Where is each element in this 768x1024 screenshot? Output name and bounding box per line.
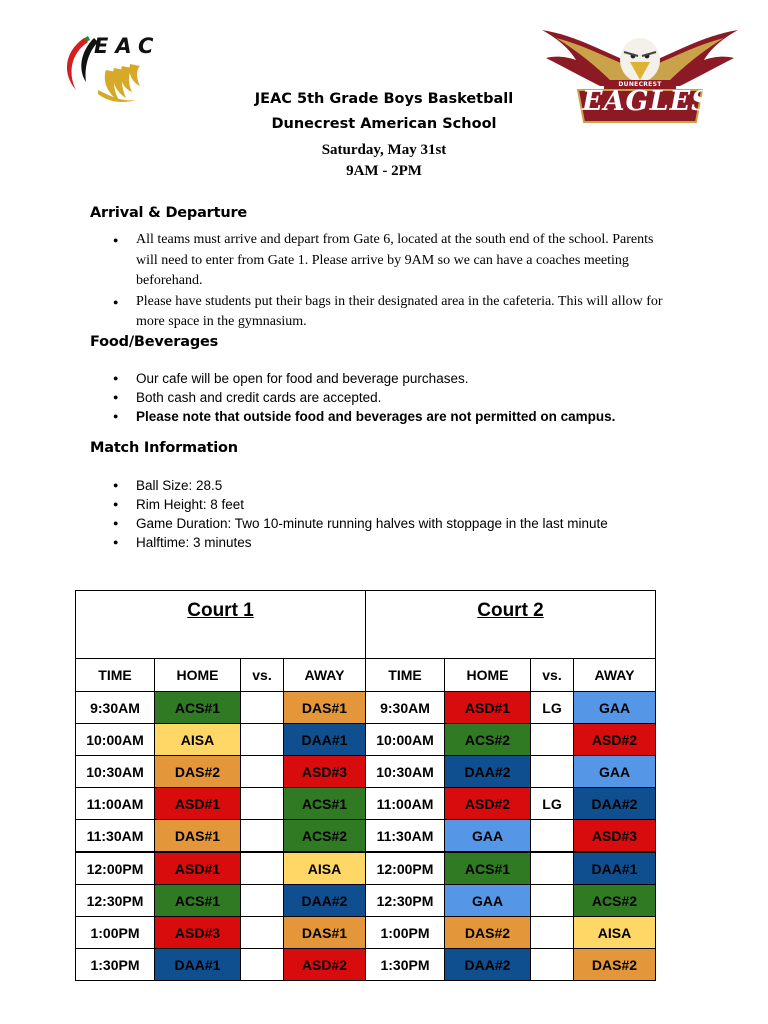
list-item: ● Game Duration: Two 10-minute running halves with stoppage in the last minute [113, 516, 608, 531]
vs-cell [531, 917, 574, 949]
court1-header [76, 591, 366, 659]
vs-cell: LG [531, 692, 574, 724]
vs-cell [531, 852, 574, 885]
time-cell: 9:30AM [366, 692, 445, 724]
list-item: ● Both cash and credit cards are accepted. [113, 390, 382, 405]
column-header: AWAY [284, 659, 366, 692]
bullet-icon: ● [113, 296, 119, 307]
bullet-icon: ● [113, 411, 119, 421]
bullet-icon: ● [113, 480, 119, 490]
away-team-cell: DAA#2 [284, 885, 366, 917]
column-header: vs. [241, 659, 284, 692]
time-cell: 11:30AM [366, 820, 445, 853]
away-team-cell: DAA#2 [574, 788, 656, 820]
food-heading: Food/Beverages [90, 334, 219, 350]
time-cell: 1:30PM [366, 949, 445, 981]
column-header: TIME [76, 659, 155, 692]
home-team-cell: DAA#1 [155, 949, 241, 981]
home-team-cell: ACS#2 [445, 724, 531, 756]
column-header: HOME [445, 659, 531, 692]
list-item: ● Halftime: 3 minutes [113, 535, 252, 550]
time-cell: 1:00PM [366, 917, 445, 949]
vs-cell [241, 949, 284, 981]
home-team-cell: ASD#1 [155, 852, 241, 885]
list-item: ● Please have students put their bags in their designated area in the cafeteria. This will allow for more space in the gymnasium. [113, 293, 663, 329]
away-team-cell: ACS#2 [574, 885, 656, 917]
column-header: HOME [155, 659, 241, 692]
home-team-cell: DAA#2 [445, 756, 531, 788]
vs-cell [531, 724, 574, 756]
away-team-cell: DAS#1 [284, 917, 366, 949]
home-team-cell: ASD#3 [155, 917, 241, 949]
home-team-cell: ASD#1 [155, 788, 241, 820]
time-cell: 10:30AM [76, 756, 155, 788]
time-cell: 11:30AM [76, 820, 155, 853]
home-team-cell: DAS#2 [445, 917, 531, 949]
column-header: TIME [366, 659, 445, 692]
time-cell: 12:30PM [366, 885, 445, 917]
match-list [113, 476, 696, 552]
home-team-cell: DAS#2 [155, 756, 241, 788]
away-team-cell: ASD#3 [284, 756, 366, 788]
eagles-logo-small-text: DUNECREST [618, 81, 662, 88]
table-row [76, 885, 656, 917]
bullet-icon: ● [113, 235, 119, 245]
table-row [76, 949, 656, 981]
list-item: ● All teams must arrive and depart from Gate 6, located at the south end of the school. Parents will need to enter from Gate 1. Please arrive by 9AM so we can have a coaches meeting beforehand. [113, 232, 654, 288]
home-team-cell: ASD#1 [445, 692, 531, 724]
list-item: ● Please note that outside food and beverages are not permitted on campus. [113, 409, 616, 424]
schedule-table [75, 590, 656, 981]
home-team-cell: AISA [155, 724, 241, 756]
column-header-row [76, 659, 656, 692]
vs-cell [241, 820, 284, 853]
bullet-icon: ● [113, 499, 119, 509]
away-team-cell: DAA#1 [284, 724, 366, 756]
bullet-icon: ● [113, 373, 119, 383]
arrival-heading: Arrival & Departure [90, 205, 248, 221]
time-cell: 10:30AM [366, 756, 445, 788]
list-item: ● Ball Size: 28.5 [113, 478, 223, 493]
table-row [76, 917, 656, 949]
vs-cell [241, 917, 284, 949]
home-team-cell: DAA#2 [445, 949, 531, 981]
vs-cell [531, 949, 574, 981]
vs-cell [531, 885, 574, 917]
table-row [76, 756, 656, 788]
away-team-cell: GAA [574, 756, 656, 788]
court-header-row [76, 591, 656, 659]
list-item: ● Our cafe will be open for food and beverage purchases. [113, 371, 469, 386]
away-team-cell: ACS#2 [284, 820, 366, 853]
time-cell: 11:00AM [366, 788, 445, 820]
court2-header [366, 591, 656, 659]
time-cell: 9:30AM [76, 692, 155, 724]
bullet-icon: ● [113, 392, 119, 402]
time-cell: 10:00AM [366, 724, 445, 756]
bullet-icon: ● [113, 537, 119, 547]
away-team-cell: ASD#2 [284, 949, 366, 981]
match-heading: Match Information [90, 440, 238, 456]
vs-cell [241, 724, 284, 756]
doc-date: Saturday, May 31st [321, 142, 447, 158]
schedule-body [76, 692, 656, 981]
away-team-cell: ACS#1 [284, 788, 366, 820]
time-cell: 1:00PM [76, 917, 155, 949]
bullet-icon: ● [113, 518, 119, 528]
time-cell: 11:00AM [76, 788, 155, 820]
eagles-logo-word: EAGLES [582, 86, 712, 117]
time-cell: 10:00AM [76, 724, 155, 756]
away-team-cell: ASD#3 [574, 820, 656, 853]
vs-cell: LG [531, 788, 574, 820]
court1-title: Court 1 [187, 600, 254, 621]
home-team-cell: ACS#1 [445, 852, 531, 885]
away-team-cell: DAS#2 [574, 949, 656, 981]
time-cell: 12:30PM [76, 885, 155, 917]
vs-cell [531, 820, 574, 853]
doc-school: Dunecrest American School [271, 116, 497, 132]
time-cell: 12:00PM [76, 852, 155, 885]
vs-cell [241, 692, 284, 724]
vs-cell [241, 756, 284, 788]
vs-cell [241, 852, 284, 885]
away-team-cell: GAA [574, 692, 656, 724]
away-team-cell: AISA [284, 852, 366, 885]
doc-time: 9AM - 2PM [346, 163, 422, 179]
table-row [76, 820, 656, 853]
doc-title: JEAC 5th Grade Boys Basketball [254, 91, 514, 107]
vs-cell [531, 756, 574, 788]
away-team-cell: AISA [574, 917, 656, 949]
table-row [76, 724, 656, 756]
home-team-cell: DAS#1 [155, 820, 241, 853]
column-header: AWAY [574, 659, 656, 692]
table-row [76, 692, 656, 724]
food-list [113, 369, 696, 426]
home-team-cell: GAA [445, 885, 531, 917]
home-team-cell: ACS#1 [155, 692, 241, 724]
list-item: ● Rim Height: 8 feet [113, 497, 245, 512]
table-row [76, 852, 656, 885]
home-team-cell: ASD#2 [445, 788, 531, 820]
eac-logo-text: EAC [94, 34, 161, 58]
away-team-cell: DAS#1 [284, 692, 366, 724]
away-team-cell: ASD#2 [574, 724, 656, 756]
home-team-cell: ACS#1 [155, 885, 241, 917]
away-team-cell: DAA#1 [574, 852, 656, 885]
time-cell: 12:00PM [366, 852, 445, 885]
vs-cell [241, 788, 284, 820]
table-row [76, 788, 656, 820]
column-header: vs. [531, 659, 574, 692]
vs-cell [241, 885, 284, 917]
arrival-list [113, 230, 676, 333]
time-cell: 1:30PM [76, 949, 155, 981]
home-team-cell: GAA [445, 820, 531, 853]
court2-title: Court 2 [477, 600, 544, 621]
